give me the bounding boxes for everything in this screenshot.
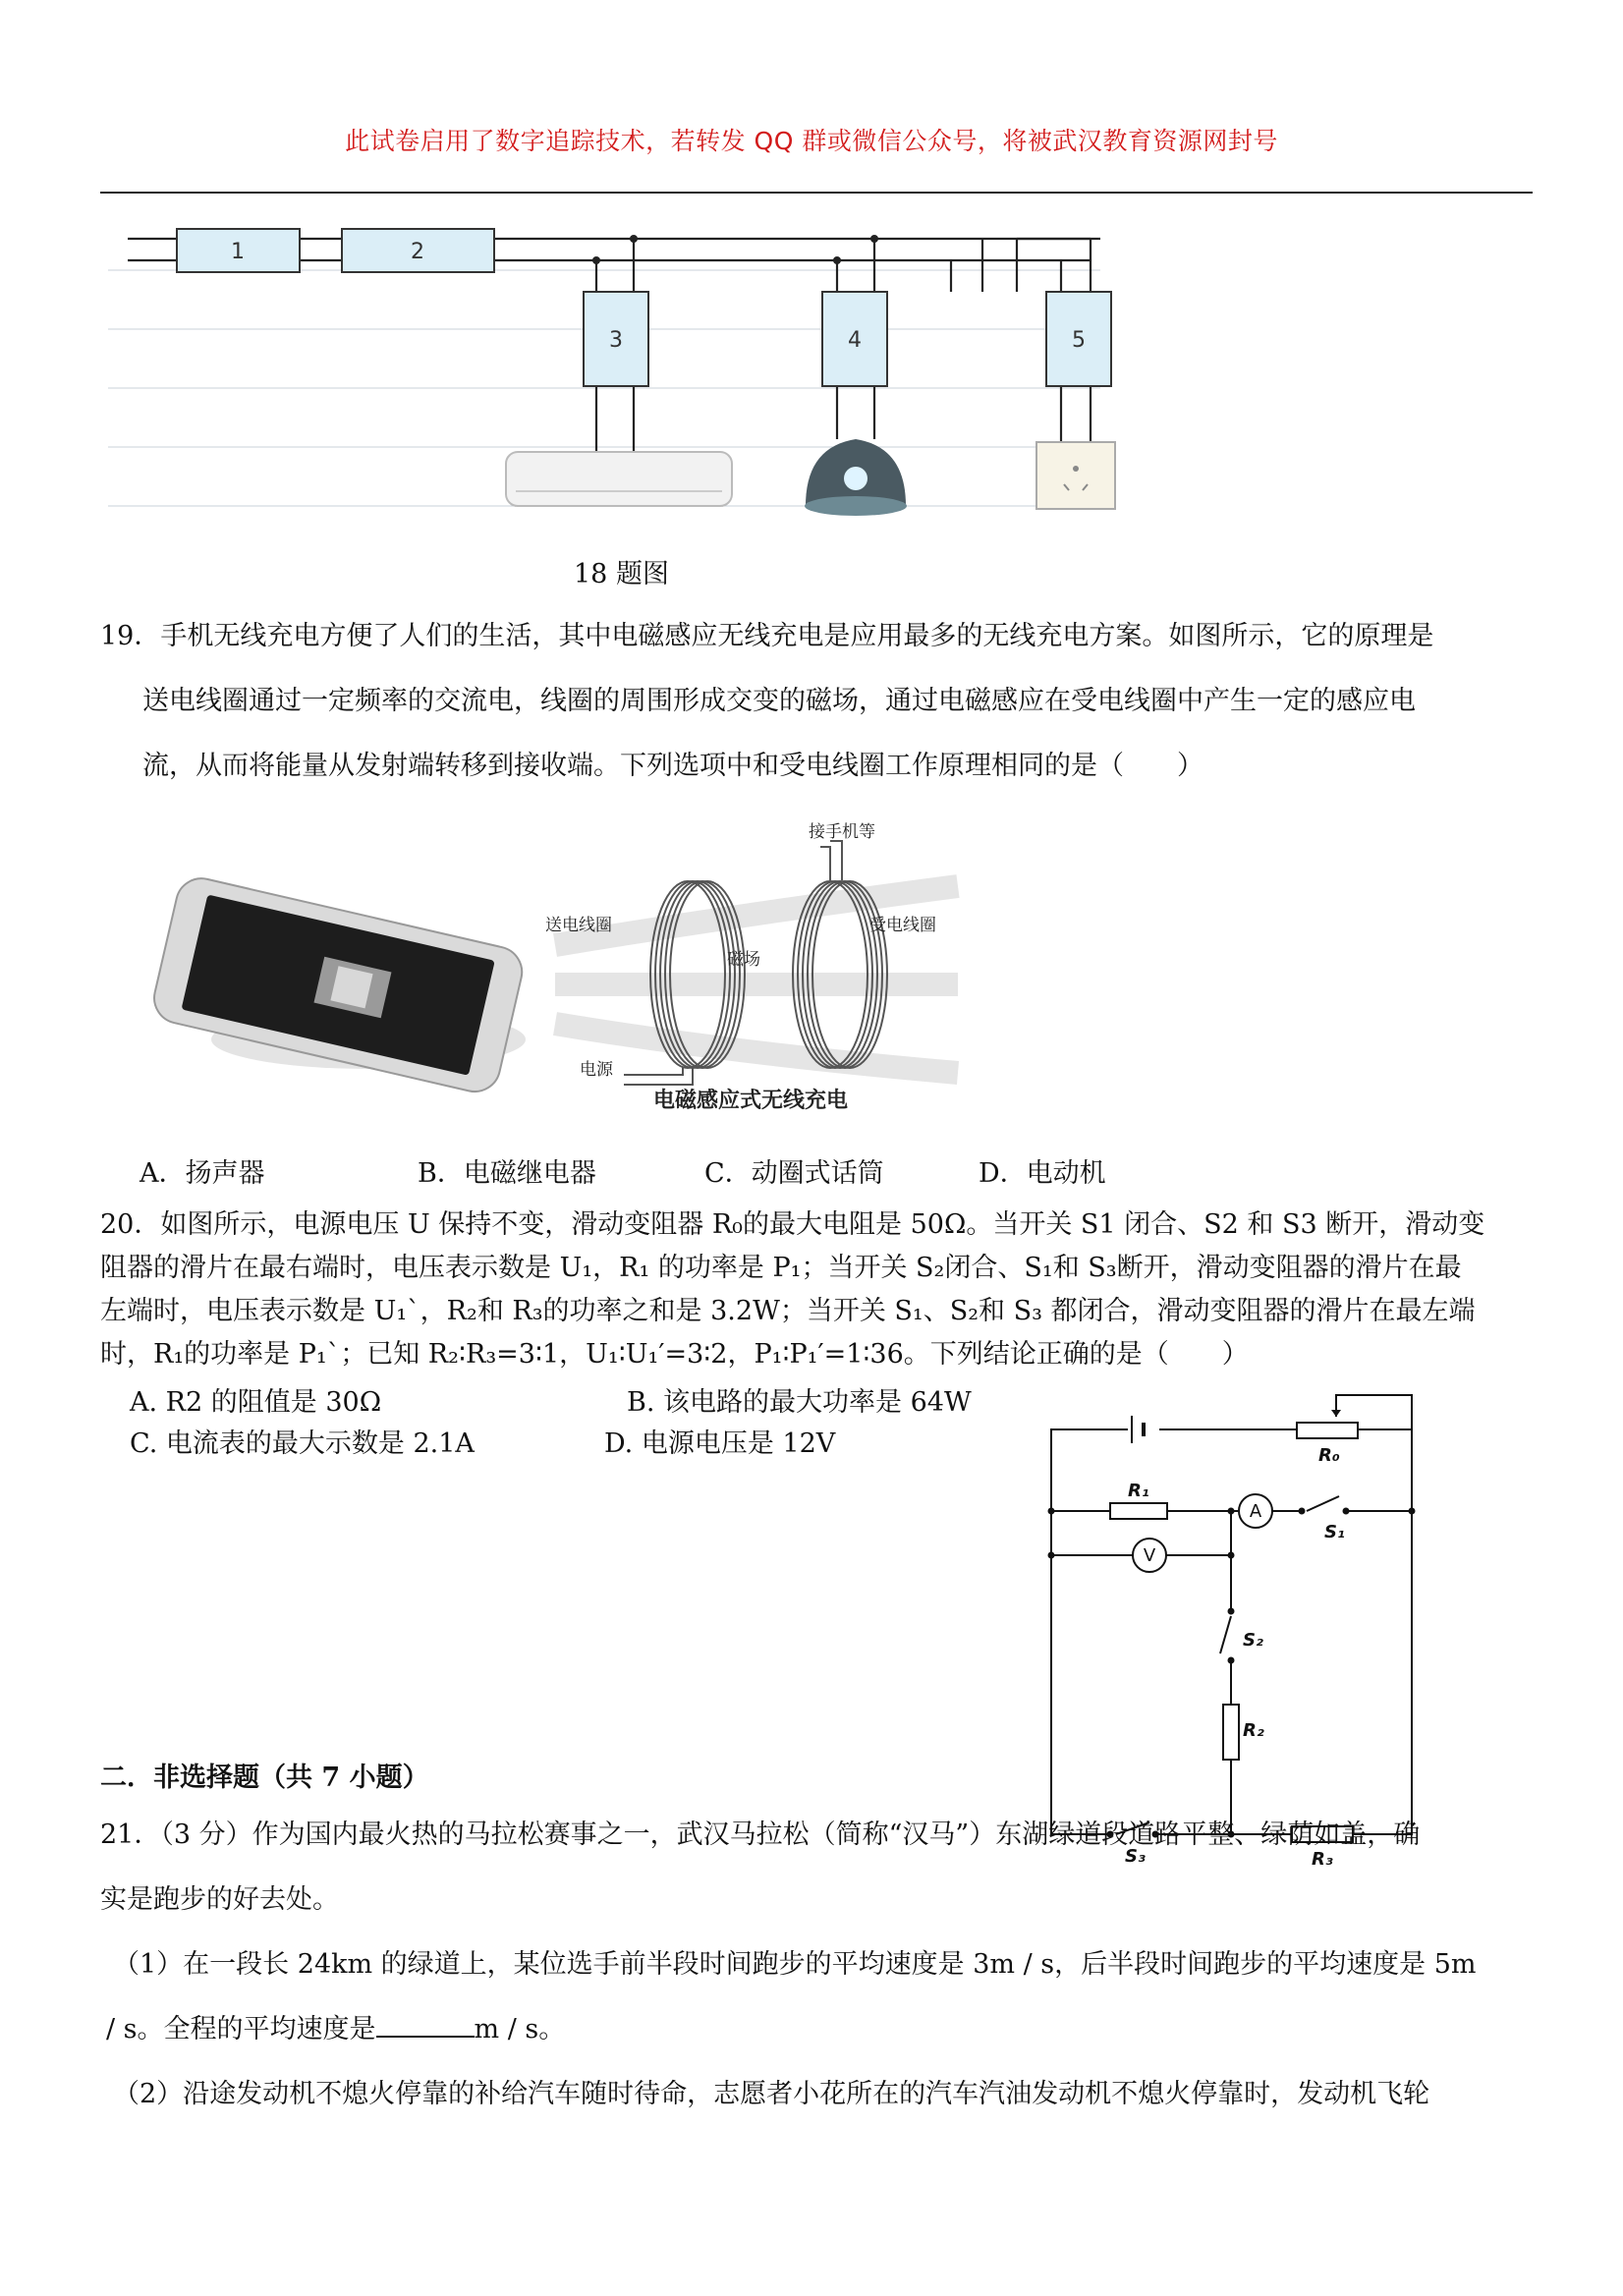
s3-label: S₃: [1125, 1846, 1146, 1867]
q21-part1-prefix: / s。全程的平均速度是: [106, 2014, 376, 2044]
r0-label: R₀: [1318, 1445, 1340, 1466]
s1-label: S₁: [1324, 1522, 1345, 1542]
answer-blank[interactable]: [376, 2012, 475, 2038]
q21-part2-line-1: （2）沿途发动机不熄火停靠的补给汽车随时待命，志愿者小花所在的汽车汽油发动机不熄火停靠时，发动机飞轮: [113, 2079, 1430, 2109]
q20-option-d: D. 电源电压是 12V: [604, 1428, 836, 1459]
q19-option-b: B．电磁继电器: [418, 1158, 596, 1189]
tracking-banner: 此试卷启用了数字追踪技术，若转发 QQ 群或微信公众号，将被武汉教育资源网封号: [345, 127, 1278, 155]
q21-part1-line-1: （1）在一段长 24km 的绿道上，某位选手前半段时间跑步的平均速度是 3m / s，后半段时间跑步的平均速度是 5m: [113, 1949, 1477, 1980]
box-4-label: 4: [848, 328, 862, 353]
phone-charging-image: [142, 874, 516, 1071]
wall-socket-icon: [1036, 442, 1115, 509]
coil-figure-caption: 电磁感应式无线充电: [653, 1089, 849, 1113]
s2-label: S₂: [1243, 1630, 1263, 1651]
q21-line-1: 21．（3 分）作为国内最火热的马拉松赛事之一，武汉马拉松（简称“汉马”）东湖绿道段道路平整、绿荫如盖，确: [100, 1820, 1421, 1850]
q20-line-2: 阻器的滑片在最右端时，电压表示数是 U₁，R₁ 的功率是 P₁；当开关 S₂闭合、S₁和 S₃断开，滑动变阻器的滑片在最: [100, 1253, 1462, 1283]
air-conditioner-icon: [506, 452, 732, 506]
q20-line-1: 20．如图所示，电源电压 U 保持不变，滑动变阻器 R₀的最大电阻是 50Ω。当开关 S1 闭合、S2 和 S3 断开，滑动变: [100, 1209, 1485, 1240]
q20-line-4: 时，R₁的功率是 P₁`；已知 R₂∶R₃=3∶1，U₁∶U₁′=3∶2，P₁∶P₁′=1∶36。下列结论正确的是（ ）: [100, 1339, 1249, 1370]
q21-part1-line-2: [106, 1997, 1528, 2062]
q19-line-2: 送电线圈通过一定频率的交流电，线圈的周围形成交变的磁场，通过电磁感应在受电线圈中产生一定的感应电: [142, 686, 1416, 716]
r3-label: R₃: [1312, 1849, 1333, 1870]
box-3-label: 3: [609, 328, 623, 353]
r1-label: R₁: [1128, 1481, 1149, 1501]
q19-line-3: 流，从而将能量从发射端转移到接收端。下列选项中和受电线圈工作原理相同的是（ ）: [142, 751, 1203, 781]
coil-top-label: 接手机等: [809, 822, 875, 842]
box-2-label: 2: [411, 240, 424, 264]
figure-18-wiring-diagram: [108, 211, 1100, 526]
box-1-label: 1: [231, 240, 245, 264]
magnetic-field-label: 磁场: [727, 950, 760, 970]
ammeter-label: A: [1249, 1501, 1262, 1522]
q21-part1-suffix: m / s。: [474, 2014, 566, 2044]
q20-option-c: C. 电流表的最大示数是 2.1A: [130, 1428, 475, 1459]
q20-option-b: B. 该电路的最大功率是 64W: [627, 1387, 972, 1418]
r2-label: R₂: [1243, 1720, 1264, 1741]
ceiling-lamp-icon: [805, 439, 907, 516]
receive-coil-label: 受电线圈: [869, 916, 936, 935]
figure-18-caption: 18 题图: [574, 559, 669, 589]
q19-option-c: C．动圈式话筒: [704, 1158, 884, 1189]
q20-line-3: 左端时，电压表示数是 U₁`，R₂和 R₃的功率之和是 3.2W；当开关 S₁、S₂和 S₃ 都闭合，滑动变阻器的滑片在最左端: [100, 1296, 1476, 1326]
wireless-charging-coils-figure: [535, 817, 968, 1112]
box-5-label: 5: [1072, 328, 1086, 353]
q20-circuit-diagram: [1041, 1390, 1434, 1870]
q19-option-a: A．扬声器: [140, 1158, 265, 1189]
header-rule: [100, 192, 1533, 194]
q19-line-1: 19．手机无线充电方便了人们的生活，其中电磁感应无线充电是应用最多的无线充电方案。如图所示，它的原理是: [100, 621, 1434, 651]
section-2-heading: 二．非选择题（共 7 小题）: [100, 1763, 429, 1793]
q19-option-d: D．电动机: [979, 1158, 1106, 1189]
send-coil-label: 送电线圈: [545, 916, 612, 935]
q20-option-a: A. R2 的阻值是 30Ω: [130, 1387, 382, 1418]
voltmeter-label: V: [1143, 1545, 1156, 1566]
q21-line-2: 实是跑步的好去处。: [100, 1884, 339, 1915]
power-source-label: 电源: [580, 1060, 613, 1080]
